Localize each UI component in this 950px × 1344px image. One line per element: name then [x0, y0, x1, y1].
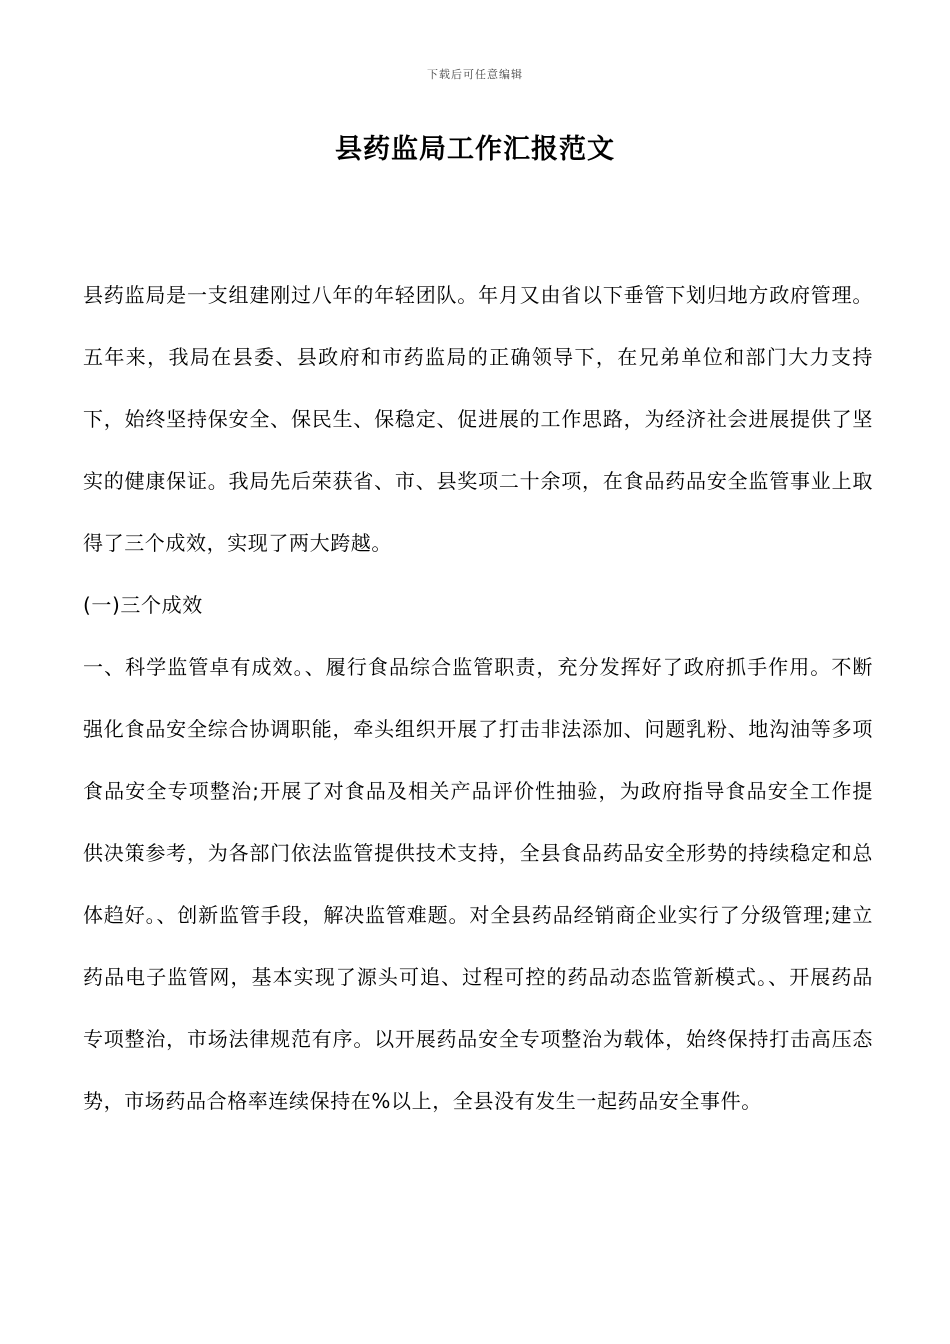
document-title: 县药监局工作汇报范文: [335, 134, 615, 165]
document-body: [83, 264, 873, 1132]
paragraph-scientific-supervision: 一、科学监管卓有成效。、履行食品综合监管职责，充分发挥好了政府抓手作用。不断强化食品安全综合协调职能，牵头组织开展了打击非法添加、问题乳粉、地沟油等多项食品安全专项整治;开展了对食品及相关产品评价性抽验，为政府指导食品安全工作提供决策参考，为各部门依法监管提供技术支持，全县食品药品安全形势的持续稳定和总体趋好。、创新监管手段，解决监管难题。对全县药品经销商企业实行了分级管理;建立药品电子监管网，基本实现了源头可追、过程可控的药品动态监管新模式。、开展药品专项整治，市场法律规范有序。以开展药品安全专项整治为载体，始终保持打击高压态势，市场药品合格率连续保持在%以上，全县没有发生一起药品安全事件。: [83, 655, 873, 1113]
section-heading-three-achievements: (一)三个成效: [83, 593, 203, 617]
paragraph-intro: 县药监局是一支组建刚过八年的年轻团队。年月又由省以下垂管下划归地方政府管理。五年来，我局在县委、县政府和市药监局的正确领导下，在兄弟单位和部门大力支持下，始终坚持保安全、保民生、保稳定、促进展的工作思路，为经济社会进展提供了坚实的健康保证。我局先后荣获省、市、县奖项二十余项，在食品药品安全监管事业上取得了三个成效，实现了两大跨越。: [83, 283, 873, 555]
header-note: 下载后可任意编辑: [427, 68, 523, 81]
